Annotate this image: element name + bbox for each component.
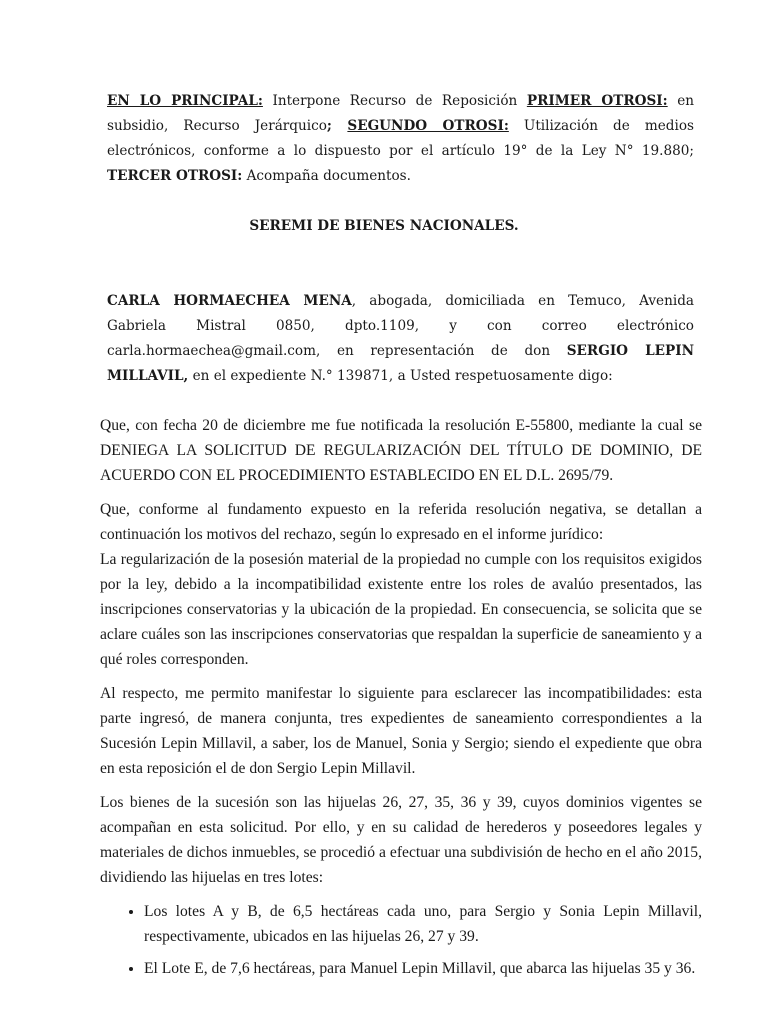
primer-otrosi-heading (527, 93, 668, 109)
segundo-otrosi-heading (347, 118, 508, 134)
body-paragraph-3: La regularización de la posesión material de la propiedad no cumple con los requisitos exigidos por la ley, debido a la incompatibilidad existente entre los roles de avalúo presentados, las inscripciones conservatorias y la ubicación de la propiedad. En consecuencia, se solicita que se aclare cuáles son las inscripciones conservatorias que respaldan la superficie de saneamiento y a qué roles corresponden. (100, 551, 702, 668)
principal-label: EN LO PRINCIPAL: (107, 93, 263, 109)
body-paragraph-4: Al respecto, me permito manifestar lo siguiente para esclarecer las incompatibilidades: esta parte ingresó, de manera conjunta, tres expedientes de saneamiento correspondientes a la Sucesión Lepin Millavil, a saber, los de Manuel, Sonia y Sergio; siendo el expediente que obra en esta reposición el de don Sergio Lepin Millavil. (100, 685, 702, 777)
body-paragraph-5: Los bienes de la sucesión son las hijuelas 26, 27, 35, 36 y 39, cuyos dominios vigentes se acompañan en esta solicitud. Por ello, y en su calidad de herederos y poseedores legales y materiales de dichos inmuebles, se procedió a efectuar una subdivisión de hecho en el año 2015, dividiendo las hijuelas en tres lotes: (100, 794, 702, 886)
primer-otrosi-label: PRIMER OTROSI: (526, 93, 668, 109)
list-item: • El Lote E, de 7,6 hectáreas, para Manuel Lepin Millavil, que abarca las hijuelas 35 y 36. (144, 956, 702, 981)
list-item: • Los lotes A y B, de 6,5 hectáreas cada uno, para Sergio y Sonia Lepin Millavil, respectivamente, ubicados en las hijuelas 26, 27 y 39. (144, 899, 702, 949)
appearance-text-2: en el expediente N.° 139871, a Usted respetuosamente digo: (188, 368, 613, 384)
primer-otrosi-text: en subsidio, Recurso Jerárquico (107, 93, 695, 134)
document-summary (107, 89, 694, 189)
principal-text: Interpone Recurso de Reposición (262, 93, 527, 109)
addressee-heading: SEREMI DE BIENES NACIONALES. (249, 218, 519, 234)
body-paragraph-1: Que, con fecha 20 de diciembre me fue notificada la resolución E-55800, mediante la cual se DENIEGA LA SOLICITUD DE REGULARIZACIÓN DEL TÍTULO DE DOMINIO, DE ACUERDO CON EL PROCEDIMIENTO ESTABLECIDO EN EL D.L. 2695/79. (100, 417, 702, 484)
body-paragraph-2: Que, conforme al fundamento expuesto en la referida resolución negativa, se detallan a continuación los motivos del rechazo, según lo expresado en el informe jurídico: (100, 501, 702, 543)
tercer-otrosi-label: TERCER OTROSI: (107, 168, 243, 184)
lawyer-name: CARLA HORMAECHEA MENA (107, 293, 352, 309)
tercer-otrosi-text: Acompaña documentos. (242, 168, 411, 184)
client-name: SERGIO LEPIN MILLAVIL, (107, 343, 694, 384)
segundo-otrosi-prefix: ; (326, 118, 348, 134)
appearance-paragraph (107, 289, 694, 389)
appearance-text-1: , abogada, domiciliada en Temuco, Avenida Gabriela Mistral 0850, dpto.1109, y con correo electrónico carla.hormaechea@gmail.com, en representación de don (107, 293, 695, 359)
segundo-otrosi-text: Utilización de medios electrónicos, conforme a lo dispuesto por el artículo 19° de la Ley N° 19.880; (107, 118, 694, 159)
lots-list (100, 899, 702, 981)
principal-heading (107, 93, 263, 109)
document-body (100, 413, 702, 988)
segundo-otrosi-label: SEGUNDO OTROSI: (347, 118, 509, 134)
